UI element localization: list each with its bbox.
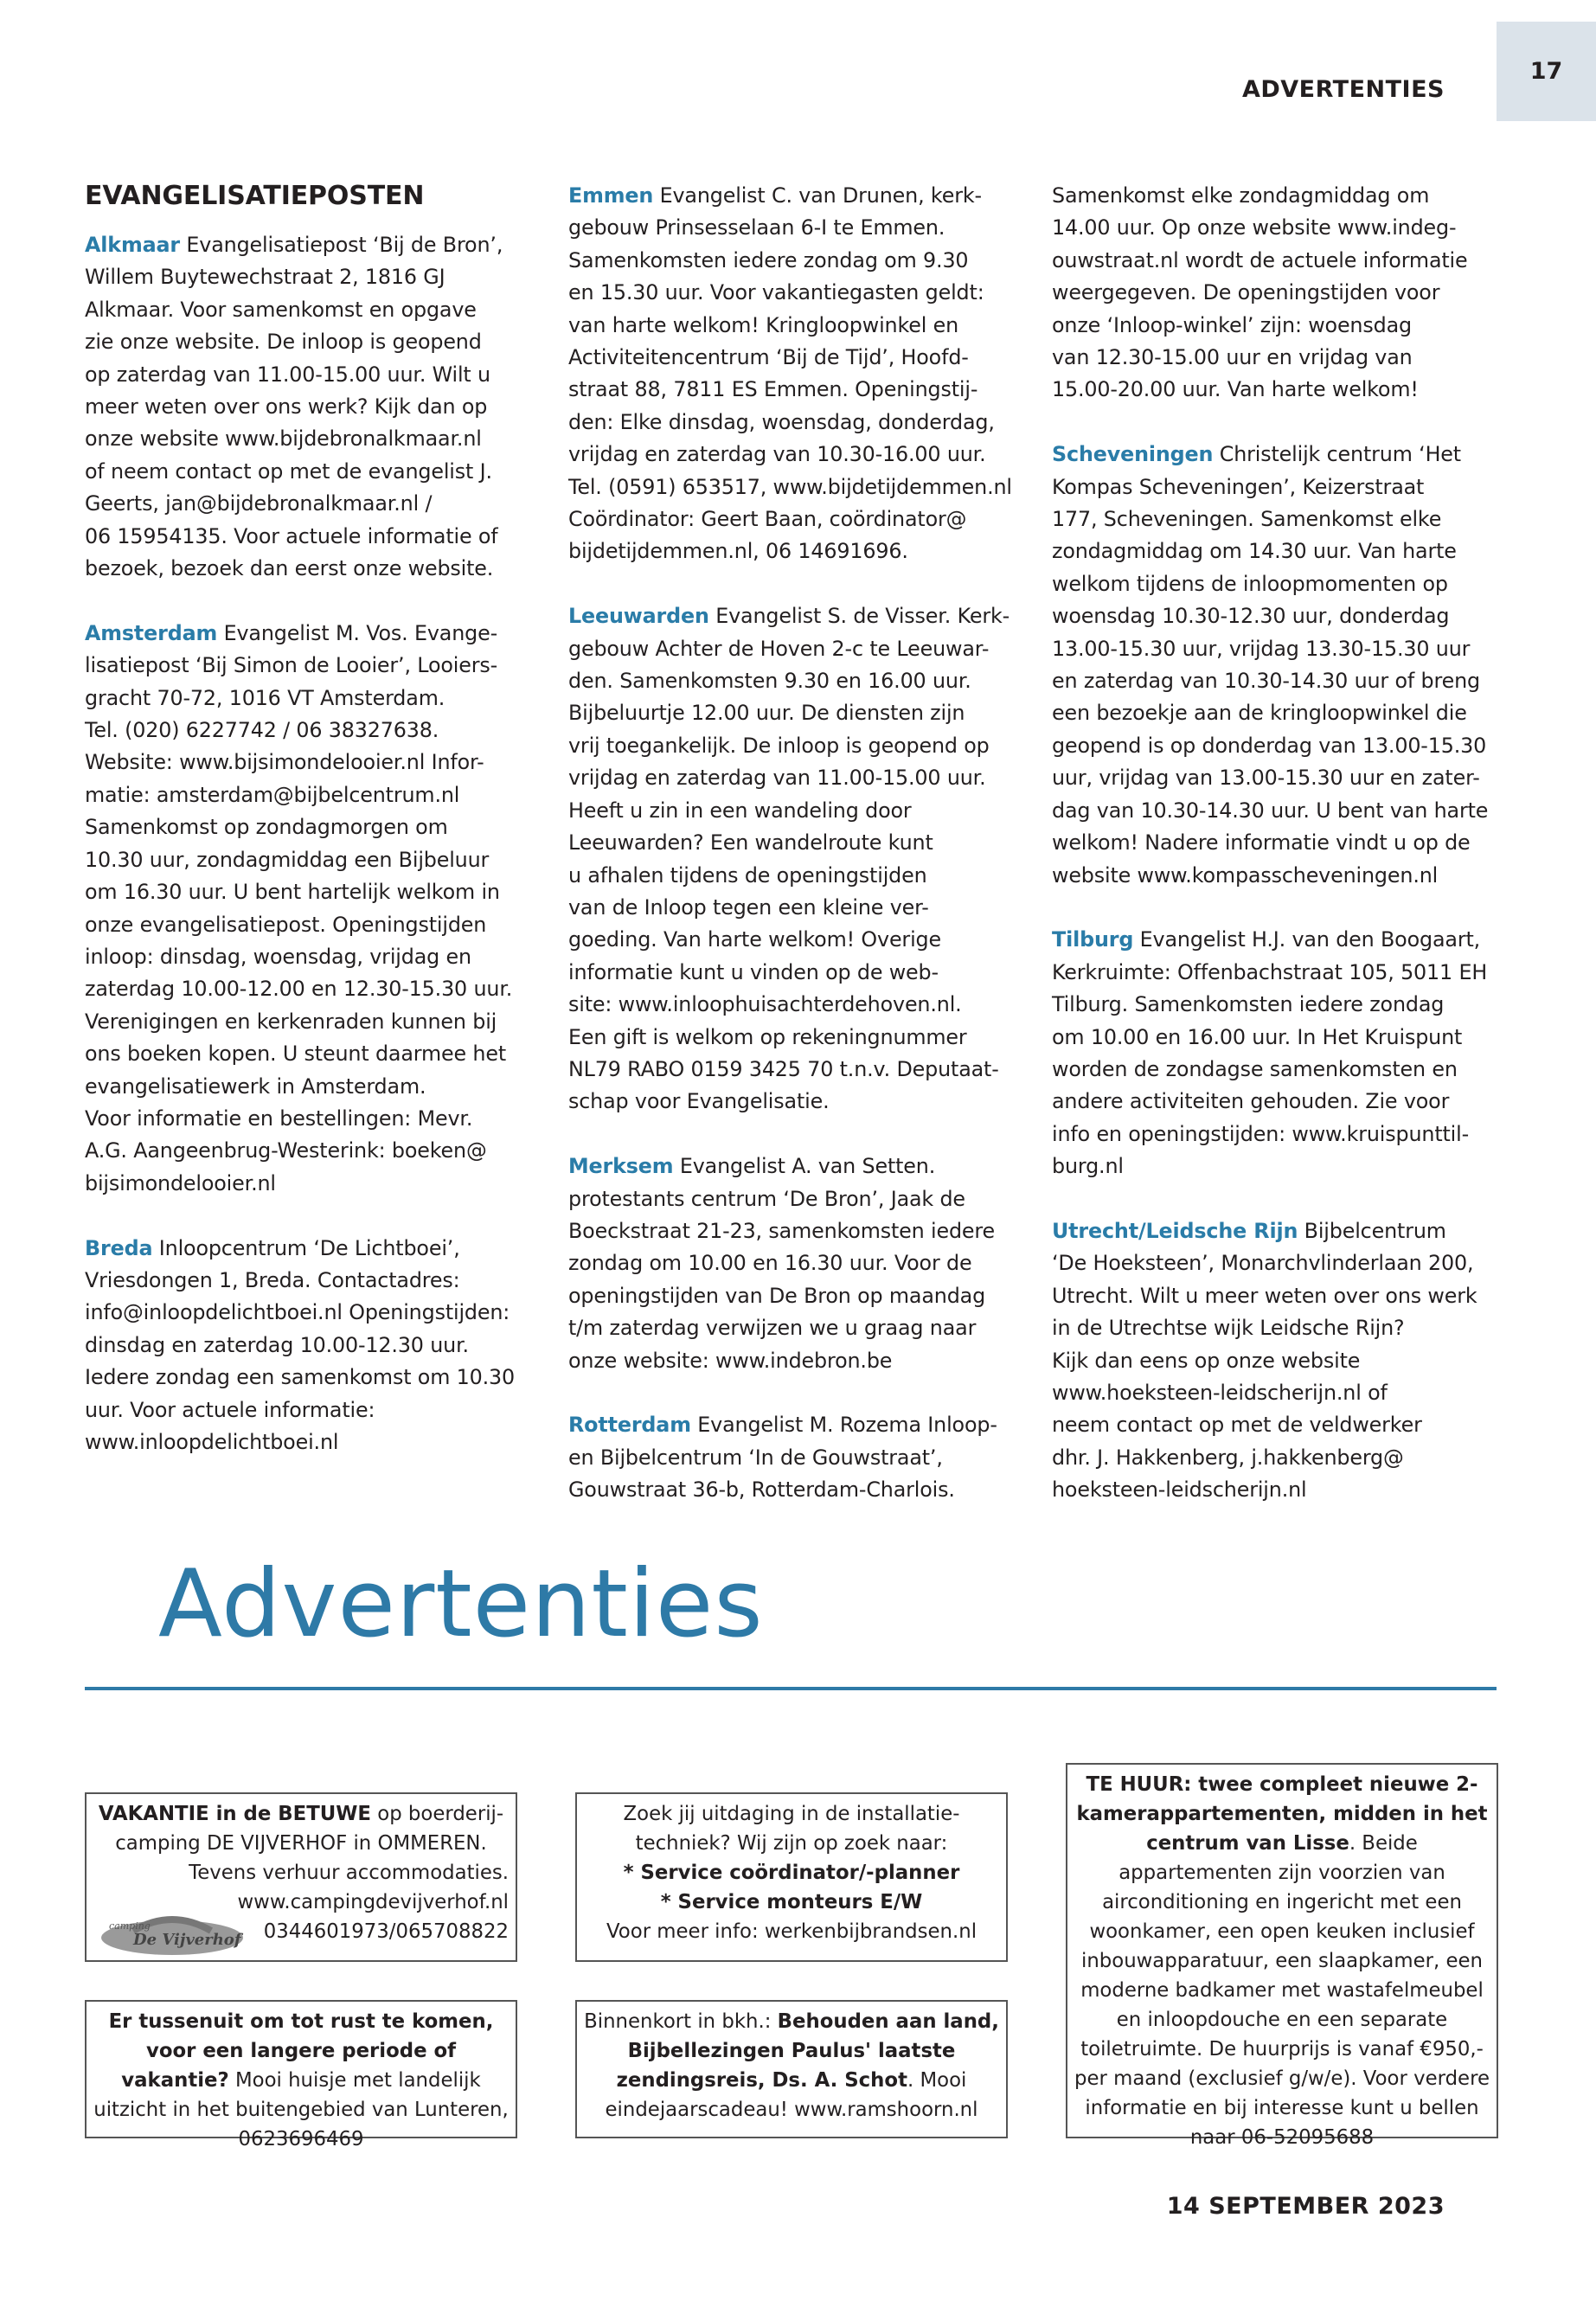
ad-line: Tevens verhuur accommodaties. [189, 1862, 509, 1884]
entry-text: Christelijk centrum ‘Het Kompas Scheveningen’, Keizerstraat 177, Scheveningen. Samenkomst elke zondagmiddag om 14.30 uur. Van harte welkom tijdens de inloopmomenten op woensdag 10.30-12.30 uur, donderdag 13.00-15.30 uur, vrijdag 13.30-15.30 uur en zaterdag van 10.30-14.30 uur of breng een bezoekje aan de kringloopwinkel die geopend is op donderdag van 13.00-15.30 uur, vrijdag van 13.00-15.30 uur en zater- dag van 10.30-14.30 uur. U bent van harte welkom! Nadere informatie vindt u op de website www.kompasscheveningen.nl [1052, 442, 1489, 888]
entry-amsterdam [85, 618, 535, 1200]
place-name: Breda [85, 1235, 153, 1260]
ad-line [584, 1858, 999, 1888]
entry-tilburg [1052, 924, 1502, 1183]
ad-ramshoorn [575, 2000, 1008, 2138]
ad-bold: * Service monteurs E/W [660, 1891, 923, 1913]
entry-merksem [568, 1150, 1018, 1377]
section-heading: EVANGELISATIEPOSTEN [85, 181, 425, 211]
ad-line: camping DE VIJVERHOF in OMMEREN. [115, 1832, 487, 1855]
ad-vijverhof [85, 1792, 517, 1962]
column-3 [1052, 180, 1502, 1539]
place-name: Tilburg [1052, 927, 1134, 952]
entry-leeuwarden [568, 600, 1018, 1118]
ad-bold: * Service coördinator/-planner [623, 1862, 960, 1884]
place-name: Utrecht/Leidsche Rijn [1052, 1218, 1298, 1243]
place-name: Scheveningen [1052, 442, 1214, 467]
entry-text: Evangelisatiepost ‘Bij de Bron’, Willem Buytewechstraat 2, 1816 GJ Alkmaar. Voor samenkomst en opgave zie onze website. De inloop is geopend op zaterdag van 11.00-15.00 uur. Wilt u meer weten over ons werk? Kijk dan op onze website www.bijdebronalkmaar.nl of neem contact op met de evangelist J. Geerts, jan@bijdebronalkmaar.nl / 06 15954135. Voor actuele informatie of bezoek, bezoek dan eerst onze website. [85, 233, 503, 581]
entry-emmen [568, 180, 1018, 568]
ad-lunteren [85, 2000, 517, 2150]
ads-title: Advertenties [158, 1550, 764, 1658]
ad-website: www.campingdevijverhof.nl [237, 1891, 509, 1913]
entry-utrecht [1052, 1215, 1502, 1507]
place-name: Merksem [568, 1154, 674, 1179]
place-name: Leeuwarden [568, 604, 709, 629]
entry-scheveningen [1052, 439, 1502, 892]
ad-bold: VAKANTIE in de BETUWE [98, 1803, 371, 1825]
camping-logo [99, 1912, 246, 1957]
ad-text: Mooi huisje met landelijk uitzicht in het buitengebied van Lunteren, 0623696469 [93, 2069, 509, 2150]
entry-rotterdam-continued: Samenkomst elke zondagmiddag om 14.00 uur. Op onze website www.indeg- ouwstraat.nl wordt de actuele informatie weergegeven. De openingstijden voor onze ‘Inloop-winkel’ zijn: woensdag van 12.30-15.00 uur en vrijdag van 15.00-20.00 uur. Van harte welkom! [1052, 183, 1468, 402]
ad-brandsen [575, 1792, 1008, 1962]
page-number-tab: 17 [1497, 22, 1596, 121]
ad-line [93, 1799, 509, 1829]
column-2 [568, 180, 1018, 1539]
footer-date: 14 SEPTEMBER 2023 [1166, 2193, 1445, 2220]
place-name: Emmen [568, 183, 654, 208]
entry-text: Evangelist A. van Setten. protestants centrum ‘De Bron’, Jaak de Boeckstraat 21-23, samenkomsten iedere zondag om 10.00 en 16.30 uur. Voor de openingstijden van De Bron op maandag t/m zaterdag verwijzen we u graag naar onze website: www.indebron.be [568, 1154, 996, 1373]
logo-big-text: De Vijverhof [133, 1931, 241, 1949]
entry-text: Evangelist M. Rozema Inloop- en Bijbelcentrum ‘In de Gouwstraat’, Gouwstraat 36-b, Rotterdam-Charlois. [568, 1413, 997, 1503]
ad-text: . Mooi eindejaarscadeau! www.ramshoorn.nl [605, 2069, 978, 2121]
entry-text: Evangelist M. Vos. Evange- lisatiepost ‘Bij Simon de Looier’, Looiers- gracht 70-72, 1016 VT Amsterdam. Tel. (020) 6227742 / 06 38327638. Website: www.bijsimondelooier.nl Infor- matie: amsterdam@bijbelcentrum.nl Samenkomst op zondagmorgen om 10.30 uur, zondagmiddag een Bijbeluur om 16.30 uur. U bent hartelijk welkom in onze evangelisatiepost. Openingstijden inloop: dinsdag, woensdag, vrijdag en zaterdag 10.00-12.00 en 12.30-15.30 uur. Verenigingen en kerkenraden kunnen bij ons boeken kopen. U steunt daarmee het evangelisatiewerk in Amsterdam. Voor informatie en bestellingen: Mevr. A.G. Aangeenbrug-Westerink: boeken@ bijsimondelooier.nl [85, 620, 513, 1195]
ad-bold: Er tussenuit om tot rust te komen, voor een langere periode of vakantie? [108, 2010, 494, 2092]
ad-phone: 0344601973/065708822 [263, 1920, 509, 1943]
ad-website: Voor meer info: werkenbijbrandsen.nl [606, 1920, 977, 1943]
place-name: Rotterdam [568, 1413, 691, 1438]
ad-text: op boerderij- [371, 1803, 504, 1825]
ad-te-huur [1066, 1763, 1498, 2149]
place-name: Alkmaar [85, 233, 180, 257]
divider [85, 1687, 1497, 1690]
entry-text: Inloopcentrum ‘De Lichtboei’, Vriesdongen 1, Breda. Contactadres: info@inloopdelichtboei.nl Openingstijden: dinsdag en zaterdag 10.00-12.30 uur. Iedere zondag een samenkomst om 10.30 uur. Voor actuele informatie: www.inloopdelichtboei.nl [85, 1235, 516, 1454]
entry-breda [85, 1233, 535, 1459]
entry-rotterdam [568, 1409, 1018, 1506]
ad-bold: Behouden aan land, Bijbellezingen Paulus' laatste zendingsreis, Ds. A. Schot [616, 2010, 999, 2092]
logo-small-text: camping [109, 1920, 151, 1932]
column-1 [85, 180, 535, 1491]
entry-text: Bijbelcentrum ‘De Hoeksteen’, Monarchvlinderlaan 200, Utrecht. Wilt u meer weten over ons werk in de Utrechtse wijk Leidsche Rijn? Kijk dan eens op onze website www.hoeksteen-leidscherijn.nl of neem contact op met de veldwerker dhr. J. Hakkenberg, j.hakkenberg@ hoeksteen-leidscherijn.nl [1052, 1218, 1477, 1503]
entry-text: Evangelist C. van Drunen, kerk- gebouw Prinsesselaan 6-I te Emmen. Samenkomsten iedere zondag om 9.30 en 15.30 uur. Voor vakantiegasten geldt: van harte welkom! Kringloopwinkel en Activiteitencentrum ‘Bij de Tijd’, Hoofd- straat 88, 7811 ES Emmen. Openingstij- den: Elke dinsdag, woensdag, donderdag, vrijdag en zaterdag van 10.30-16.00 uur. Tel. (0591) 653517, www.bijdetijdemmen.nl Coördinator: Geert Baan, coördinator@ bijdetijdemmen.nl, 06 14691696. [568, 183, 1012, 564]
ad-line: Zoek jij uitdaging in de installatie- [623, 1803, 960, 1825]
ad-text: Binnenkort in bkh.: [584, 2010, 778, 2033]
entry-text: Evangelist S. de Visser. Kerk- gebouw Achter de Hoven 2-c te Leeuwar- den. Samenkomsten 9.30 en 16.00 uur. Bijbeluurtje 12.00 uur. De diensten zijn vrij toegankelijk. De inloop is geopend op vrijdag en zaterdag van 11.00-15.00 uur. Heeft u zin in een wandeling door Leeuwarden? Een wandelroute kunt u afhalen tijdens de openingstijden van de Inloop tegen een kleine ver- goeding. Van harte welkom! Overige informatie kunt u vinden op de web- site: www.inloophuisachterdehoven.nl. Een gift is welkom op rekeningnummer NL79 RABO 0159 3425 70 t.n.v. Deputaat- schap voor Evangelisatie. [568, 604, 1010, 1114]
section-label: ADVERTENTIES [1241, 76, 1445, 103]
ad-text: . Beide appartementen zijn voorzien van airconditioning en ingericht met een woonkamer, een open keuken inclusief inbouwapparatuur, een slaapkamer, een moderne badkamer met wastafelmeubel en inloopdouche en een separate toiletruimte. De huurprijs is vanaf €950,- per maand (exclusief g/w/e). Voor verdere informatie en bij interesse kunt u bellen naar 06-52095688 [1074, 1832, 1490, 2149]
entry-alkmaar [85, 229, 535, 585]
ad-line [584, 1888, 999, 1917]
ad-line: techniek? Wij zijn op zoek naar: [635, 1832, 948, 1855]
ad-bold: TE HUUR: twee compleet nieuwe 2-kamerappartementen, midden in het centrum van Lisse [1076, 1773, 1488, 1855]
place-name: Amsterdam [85, 620, 218, 645]
entry-text: Evangelist H.J. van den Boogaart, Kerkruimte: Offenbachstraat 105, 5011 EH Tilburg. Samenkomsten iedere zondag om 10.00 en 16.00 uur. In Het Kruispunt worden de zondagse samenkomsten en andere activiteiten gehouden. Zie voor info en openingstijden: www.kruispunttil- burg.nl [1052, 927, 1488, 1179]
